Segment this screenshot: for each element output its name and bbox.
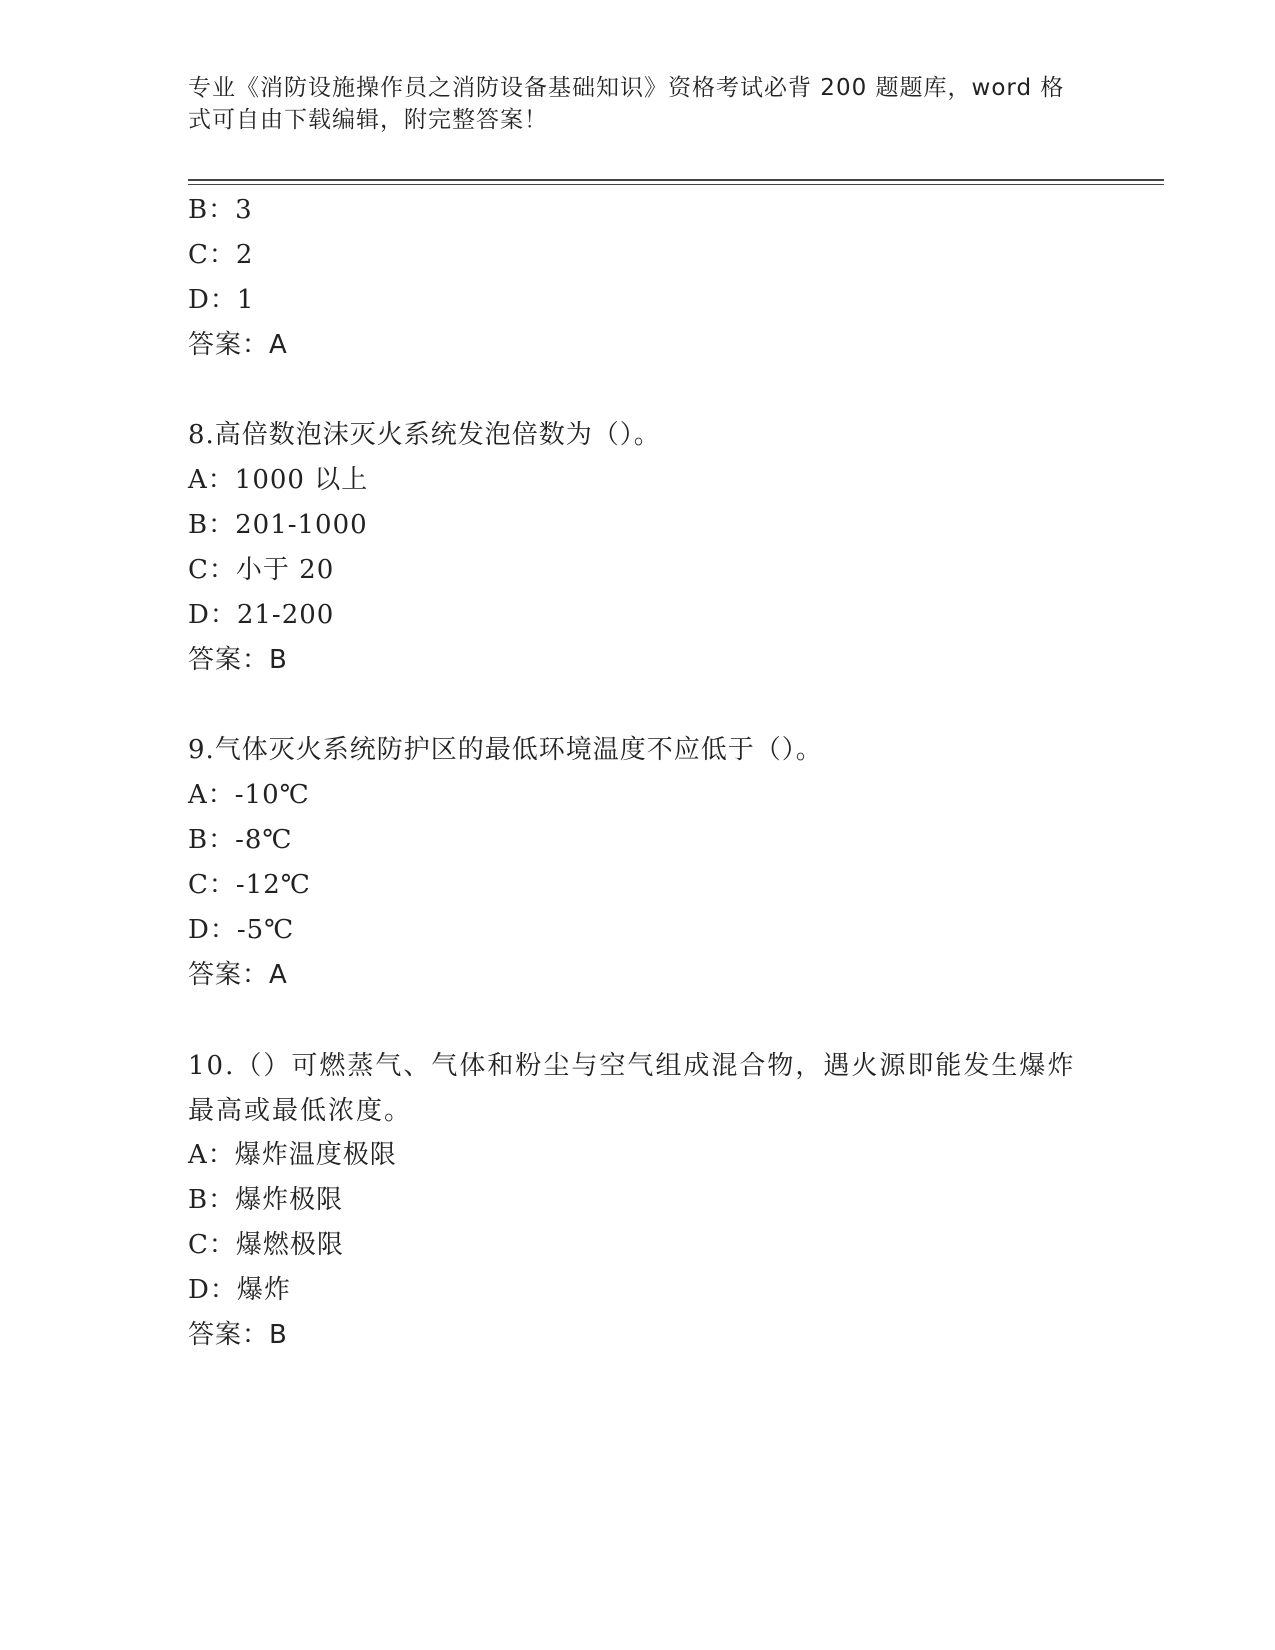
answer: 答案：A: [188, 960, 288, 990]
option-b: B：-8℃: [188, 825, 293, 855]
question-text: 8.高倍数泡沫灭火系统发泡倍数为（）。: [188, 420, 661, 450]
answer: 答案：B: [188, 1320, 288, 1350]
header-divider: [188, 179, 1164, 181]
document-title: 专业《消防设施操作员之消防设备基础知识》资格考试必背 200 题题库，word 格式可自由下载编辑，附完整答案！: [188, 75, 1065, 133]
option-d: D：-5℃: [188, 915, 295, 945]
option-d: D：爆炸: [188, 1275, 291, 1305]
header-divider-thin: [188, 184, 1164, 185]
option-c: C：爆燃极限: [188, 1230, 344, 1260]
option-d: D：21-200: [188, 600, 335, 630]
option-d: D：1: [188, 285, 255, 315]
answer: 答案：A: [188, 330, 288, 360]
option-a: A：爆炸温度极限: [188, 1140, 397, 1170]
question-text: 9.气体灭火系统防护区的最低环境温度不应低于（）。: [188, 735, 823, 765]
option-c: C：-12℃: [188, 870, 311, 900]
option-c: C：小于 20: [188, 555, 335, 585]
option-b: B：爆炸极限: [188, 1185, 344, 1215]
option-a: A：1000 以上: [188, 465, 369, 495]
option-a: A：-10℃: [188, 780, 310, 810]
question-text: 10.（）可燃蒸气、气体和粉尘与空气组成混合物，遇火源即能发生爆炸最高或最低浓度。: [188, 1051, 1076, 1126]
option-b: B：3: [188, 195, 253, 225]
option-b: B：201-1000: [188, 510, 368, 540]
option-c: C：2: [188, 240, 254, 270]
answer: 答案：B: [188, 645, 288, 675]
